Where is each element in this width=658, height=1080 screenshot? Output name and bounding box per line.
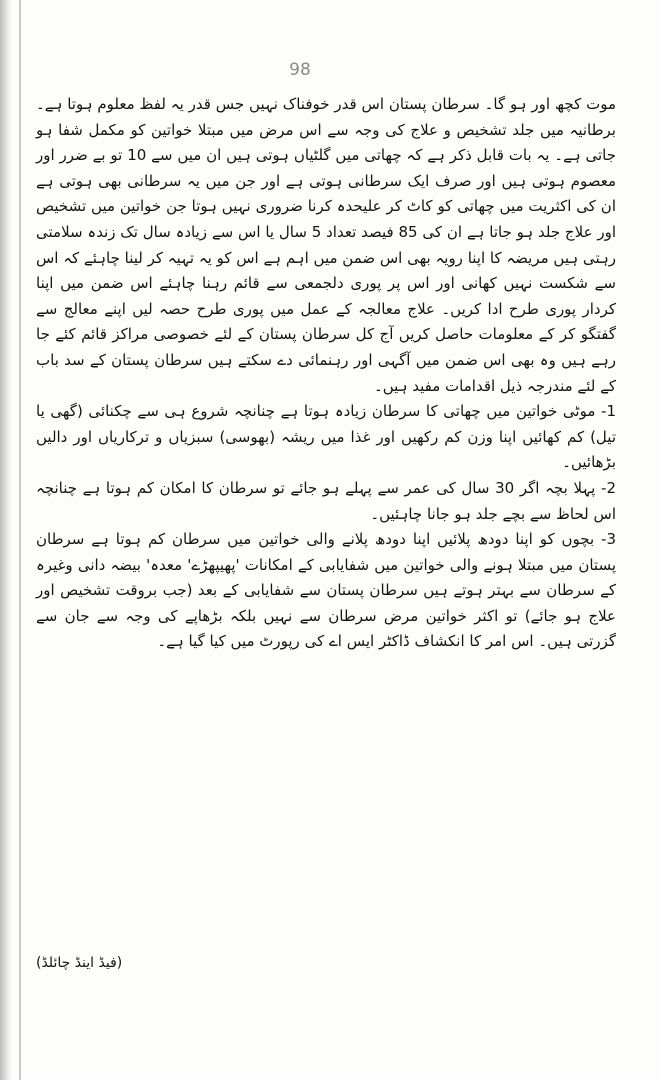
page-binding-shadow	[0, 0, 12, 1080]
page-margin-line	[19, 0, 21, 1080]
page-number: 98	[289, 60, 311, 80]
list-item-2: 2- پہلا بچہ اگر 30 سال کی عمر سے پہلے ہو جائے تو سرطان کا امکان کم ہوتا ہے چنانچہ اس لحاظ سے بچے جلد ہو جانا چاہئیں۔	[36, 478, 616, 523]
list-item-3: 3- بچوں کو اپنا دودھ پلائیں اپنا دودھ پلانے والی خواتین میں سرطان کم ہوتا ہے سرطان پستان میں مبتلا ہونے والی خواتین میں شفایابی کے امکانات 'پھیپھڑے' معدہ' بیضہ دانی وغیرہ کے سرطان سے بہتر ہوتے ہیں سرطان پستان سے شفایابی کے بعد (جب بروقت تشخیص اور علاج ہو جائے) تو اکثر خواتین مرض سرطان سے نہیں بلکہ بڑھاپے کی وجہ سے جان سے گزرتی ہیں۔ اس امر کا انکشاف ڈاکٹر ایس اے کی رپورٹ میں کیا گیا ہے۔	[36, 530, 616, 651]
list-item-1: 1- موٹی خواتین میں چھاتی کا سرطان زیادہ ہوتا ہے چنانچہ شروع ہی سے چکنائی (گھی یا تیل) کم کھائیں اپنا وزن کم رکھیں اور غذا میں ریشہ (بھوسی) سبزیاں و ترکاریاں اور دالیں بڑھائیں۔	[36, 402, 616, 472]
article-body	[36, 92, 616, 655]
intro-paragraph: موت کچھ اور ہو گا۔ سرطان پستان اس قدر خوفناک نہیں جس قدر یہ لفظ معلوم ہوتا ہے۔ برطانیہ میں جلد تشخیص و علاج کی وجہ سے اس مرض میں مبتلا خواتین کو مکمل شفا ہو جاتی ہے۔ یہ بات قابل ذکر ہے کہ چھاتی میں گلٹیاں ہوتی ہیں ان میں سے 10 تو بے ضرر اور معصوم ہوتی ہیں اور صرف ایک سرطانی ہوتی ہے اور جن میں یہ سرطانی بھی ہوتی ہے ان کی اکثریت میں چھاتی کو کاٹ کر علیحدہ کرنا ضروری نہیں ہوتا جن خواتین میں تشخیص اور علاج جلد ہو جاتا ہے ان کی 85 فیصد تعداد 5 سال یا اس سے زیادہ سال تک زندہ سلامتی رہتی ہیں مریضہ کا اپنا رویہ بھی اس ضمن میں اہم ہے اس کو یہ تہیہ کر لینا چاہئے کہ اس سے شکست نہیں کھانی اور اس پر پوری دلجمعی سے قائم رہنا چاہئے اس ضمن میں اپنا کردار پوری طرح ادا کریں۔ علاج معالجہ کے عمل میں پوری طرح حصہ لیں اپنے معالج سے گفتگو کر کے معلومات حاصل کریں آج کل سرطان پستان کے لئے خصوصی مراکز قائم کئے جا رہے ہیں وہ بھی اس ضمن میں آگہی اور رہنمائی دے سکتے ہیں سرطان پستان کے سد باب کے لئے مندرجہ ذیل اقدامات مفید ہیں۔	[35, 95, 617, 395]
source-citation: (فیڈ اینڈ چائلڈ)	[36, 955, 123, 971]
